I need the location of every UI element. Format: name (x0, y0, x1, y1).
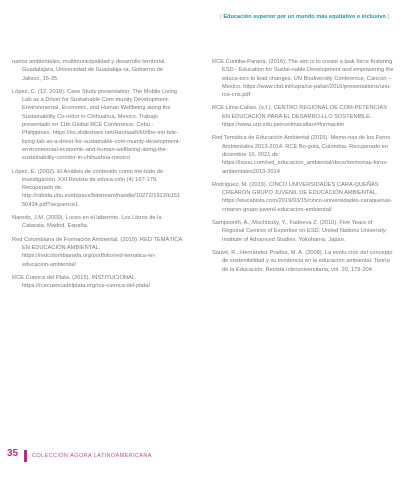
reference-entry: Sampsonth, A., Mochizuky, Y., Fadeeva Z. (2010). Five Years of Regional Centres of Expertise on ESD. United Nations University-Institute of Advanced Studies. Yokohama, Japan. (212, 220, 388, 243)
reference-entry: Rodríguez, M. (2019). CINCO UNIVERSIDADES CARA-QUEÑAS CREARON GRUPO JUVENIL DE EDUCACIÓN AMBIENTAL. https://elucabista.com/2019/03/15/cinco-universidades-caraquenas-crearon-grupo-juvenil-educacion-ambiental/ (212, 181, 393, 213)
reference-entry: Sauvé, R., Hernández Prados, M. A. (2008). La evolu-ción del concepto de sostenibilidad y su incidencia en la educación ambiental. Teoría de la Educación. Revista interuniversitaria, vol. 20, 179-204. (212, 249, 393, 273)
reference-entry: narios ambientales, multimunicipalidad y desarrollo territorial. Guadalajara, Universidad de Guadalaja-ra, Gobierno de Jalisco, 15-35. (12, 59, 166, 82)
reference-entry: Red Colombiana de Formación Ambiental. (2019). RED TEMÁTICA EN EDUCACIÓN AMBIENTAL. https://redcolombianafa.org/portfolio/red-tematica-en-educacion-ambiental/ (12, 236, 182, 268)
reference-entry: Naredo, J.M. (2009). Luces en el laberinto. Los Libros de la Catarata. Madrid, España. (12, 215, 162, 230)
references-right-column (212, 58, 394, 279)
header-title: Educación superior por un mundo más equitativo e inclusivo (223, 14, 386, 20)
page-footer (0, 446, 411, 466)
page-number: 35 (7, 448, 19, 459)
collection-name: COLECCIÓN ÁGORA LATINOAMERICANA (32, 453, 152, 459)
reference-entry: López, C. (12, 2018). Case Study presentation: The Mobile Living Lab as a Driver for Sustainable Com-munity Development: Environmental, Economic, and Human Wellbeing along the Sustainability Co-rridor in Chihuahua, Mexico. Trabajo presentado en 11th Global RCE Conference, Cebu - Philippines. https://es.slideshare.net/HannaaR/k0/the-mo-bile-living-lab-as-a-driver-for-sustainable-com-munity-development-environmental-economic-and-human-wellbeing-along-the-sustainability-corridor-in-chihuahua-mexico (12, 88, 181, 162)
reference-entry: RCE Lima-Callao. (s.f.). CENTRO REGIONAL DE COM-PETENCIAS EN EDUCACIÓN PARA EL DESARRO-LLO SOSTENIBLE. https://www.urp.edu.pe/rcelimacallao/#formación (212, 105, 387, 129)
running-header (220, 14, 389, 20)
footer-divider (24, 450, 27, 462)
reference-entry: López, E. (2002). El Análisis de contenido como mé-todo de investigación. XXI Revista de educa-ción (4) 167-179. Recuperado de: http://rabida.uhu.es/dspace/bitstream/handle/10272/1912/b15150434.pdf?sequence1 (12, 168, 181, 208)
header-bracket-close: ] (387, 14, 389, 20)
references-left-column (12, 58, 182, 295)
reference-entry: Red Temática de Educación Ambiental (2015). Memo-rias de los Foros Ambientales 2013-2014. RCE Bo-gotá, Colombia. Recuperado en diciembre 10, 2021 de: https://issuu.com/red_educacion_ambiental/docs/memorias-foros-ambientales2013-2014 (212, 135, 391, 175)
reference-entry: RCE Cuenca del Plata. (2015). INSTITUCIONAL. https://rcecuencadelplata.org/rce-cuenca-del-plata/ (12, 274, 151, 290)
header-bracket-open: [ (220, 14, 222, 20)
reference-entry: RCE Curitiba-Paraná. (2016). The aim is to create a task force fostering ESD - Education for Sustai-nable Development and empowering the educa-tors to lead changes. UN Biodiversity Conference, Cancún – Mexico. https://www.cbd.int/cepa/ce-pafair/2016/presentations/unu-rce-cns.pdf (212, 59, 394, 99)
